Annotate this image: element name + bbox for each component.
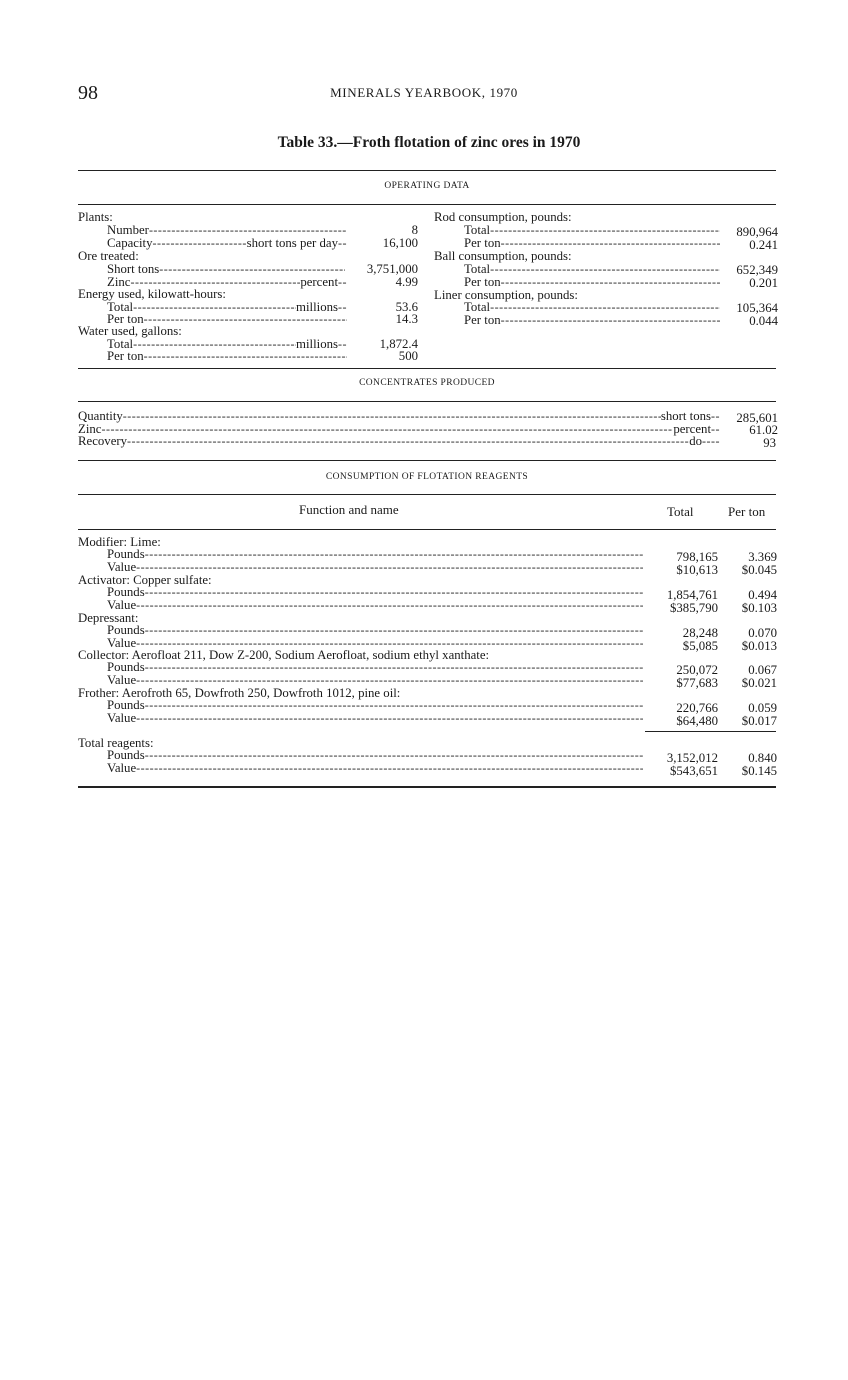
row-unit: short tons	[660, 409, 711, 423]
leader-dots	[145, 624, 643, 637]
section-heading-concentrates: CONCENTRATES PRODUCED	[359, 378, 495, 388]
row-unit: millions	[296, 300, 338, 314]
row-label: Pounds	[107, 660, 145, 674]
per-ton-cell: $0.013	[741, 639, 777, 653]
row-label: Value	[107, 598, 137, 612]
leader-dots	[152, 237, 246, 250]
value-cell: 0.044	[749, 314, 778, 328]
leader-dots	[501, 314, 720, 327]
column-header-function: Function and name	[299, 502, 399, 517]
row-label: Total	[464, 262, 491, 276]
section-heading-reagents: CONSUMPTION OF FLOTATION REAGENTS	[325, 472, 529, 482]
page-number: 98	[78, 82, 98, 104]
total-cell: $5,085	[682, 639, 718, 653]
row-capacity	[107, 237, 347, 250]
reagent-row	[107, 661, 643, 674]
row-label: Per ton	[464, 236, 501, 250]
row-label: Pounds	[107, 698, 145, 712]
reagent-group-name: Frother: Aerofroth 65, Dowfroth 250, Dowfroth 1012, pine oil:	[78, 686, 401, 700]
row-label: Zinc	[107, 275, 131, 289]
value-cell: 105,364	[736, 301, 778, 315]
value-cell: 0.241	[749, 238, 778, 252]
row-liner-total	[464, 301, 720, 314]
leader-dots	[490, 301, 720, 314]
value-cell: 3,751,000	[366, 262, 418, 276]
total-cell: 3,152,012	[666, 751, 718, 765]
section-heading-operating: OPERATING DATA	[384, 181, 470, 191]
leader-dots: --	[338, 337, 347, 351]
per-ton-cell: $0.045	[741, 563, 777, 577]
reagent-group-name: Activator: Copper sulfate:	[78, 573, 212, 587]
row-label: Recovery	[78, 434, 128, 448]
leader-dots	[145, 548, 643, 561]
energy-header: Energy used, kilowatt-hours:	[78, 287, 226, 301]
total-cell: 1,854,761	[666, 588, 718, 602]
leader-dots	[145, 749, 643, 762]
row-label: Number	[107, 223, 149, 237]
reagent-row	[107, 599, 643, 612]
row-label: Pounds	[107, 748, 145, 762]
total-cell: 250,072	[676, 663, 718, 677]
row-unit: percent	[673, 422, 711, 436]
total-cell: $10,613	[676, 563, 718, 577]
leader-dots: ----	[702, 434, 720, 448]
per-ton-cell: $0.021	[741, 676, 777, 690]
water-header: Water used, gallons:	[78, 324, 182, 338]
total-cell: $543,651	[670, 764, 718, 778]
value-cell: 1,872.4	[379, 337, 418, 351]
section-rule	[78, 494, 776, 495]
reagent-row	[107, 548, 643, 561]
reagent-group-name: Modifier: Lime:	[78, 535, 161, 549]
per-ton-cell: 3.369	[748, 550, 777, 564]
reagent-group-name: Total reagents:	[78, 736, 154, 750]
row-unit: millions	[296, 337, 338, 351]
row-label: Per ton	[107, 349, 144, 363]
row-label: Per ton	[464, 313, 501, 327]
running-head: MINERALS YEARBOOK, 1970	[330, 85, 518, 100]
per-ton-cell: $0.017	[741, 714, 777, 728]
section-rule	[78, 460, 776, 461]
value-cell: 61.02	[749, 423, 778, 437]
row-unit: do	[689, 434, 703, 448]
leader-dots	[490, 224, 720, 237]
value-cell: 14.3	[395, 312, 418, 326]
value-cell: 500	[398, 349, 418, 363]
value-cell: 16,100	[382, 236, 418, 250]
leader-dots: --	[711, 409, 720, 423]
section-rule	[78, 401, 776, 402]
row-label: Quantity	[78, 409, 123, 423]
row-label: Per ton	[464, 275, 501, 289]
row-label: Value	[107, 673, 137, 687]
row-liner-per-ton	[464, 314, 720, 327]
reagent-row	[107, 586, 643, 599]
leader-dots: --	[338, 275, 347, 289]
leader-dots	[136, 561, 643, 574]
row-label: Value	[107, 711, 137, 725]
leader-dots	[490, 263, 720, 276]
row-label: Total	[107, 337, 134, 351]
row-label: Total	[464, 223, 491, 237]
row-label: Short tons	[107, 262, 160, 276]
row-label: Value	[107, 636, 137, 650]
row-rod-total	[464, 224, 720, 237]
table-title: Table 33.—Froth flotation of zinc ores in 1970	[277, 134, 581, 151]
liner-header: Liner consumption, pounds:	[434, 288, 578, 302]
per-ton-cell: 0.067	[748, 663, 777, 677]
subtotal-rule	[645, 731, 776, 732]
reagent-group-name: Depressant:	[78, 611, 139, 625]
row-water-per-ton	[107, 350, 347, 363]
row-label: Total	[107, 300, 134, 314]
row-label: Pounds	[107, 547, 145, 561]
reagent-row	[107, 762, 643, 775]
reagent-row	[107, 749, 643, 762]
value-cell: 890,964	[736, 225, 778, 239]
bottom-rule	[78, 786, 776, 788]
per-ton-cell: $0.103	[741, 601, 777, 615]
leader-dots: --	[711, 422, 720, 436]
per-ton-cell: 0.070	[748, 626, 777, 640]
row-label: Pounds	[107, 585, 145, 599]
row-unit: percent	[300, 275, 338, 289]
row-label: Value	[107, 560, 137, 574]
value-cell: 652,349	[736, 263, 778, 277]
total-cell: $64,480	[676, 714, 718, 728]
value-cell: 285,601	[736, 411, 778, 425]
row-label: Value	[107, 761, 137, 775]
top-rule	[78, 170, 776, 171]
row-unit: short tons per day	[246, 236, 338, 250]
plants-header: Plants:	[78, 210, 113, 224]
total-cell: $77,683	[676, 676, 718, 690]
leader-dots: --	[338, 300, 347, 314]
value-cell: 53.6	[395, 300, 418, 314]
leader-dots	[136, 599, 643, 612]
leader-dots	[145, 586, 643, 599]
value-cell: 4.99	[395, 275, 418, 289]
reagent-row	[107, 712, 643, 725]
leader-dots: --	[338, 236, 347, 250]
total-cell: 798,165	[676, 550, 718, 564]
ball-header: Ball consumption, pounds:	[434, 249, 572, 263]
section-rule	[78, 368, 776, 369]
leader-dots	[123, 410, 661, 423]
total-cell: $385,790	[670, 601, 718, 615]
row-label: Pounds	[107, 623, 145, 637]
leader-dots	[145, 661, 643, 674]
row-recovery	[78, 435, 720, 448]
leader-dots	[144, 350, 347, 363]
leader-dots	[136, 762, 643, 775]
total-cell: 220,766	[676, 701, 718, 715]
row-label: Zinc	[78, 422, 102, 436]
value-cell: 93	[763, 436, 776, 450]
per-ton-cell: 0.059	[748, 701, 777, 715]
total-cell: 28,248	[682, 626, 718, 640]
leader-dots	[145, 699, 643, 712]
value-cell: 0.201	[749, 276, 778, 290]
row-quantity	[78, 410, 720, 423]
reagent-row	[107, 624, 643, 637]
ore-header: Ore treated:	[78, 249, 139, 263]
per-ton-cell: 0.840	[748, 751, 777, 765]
per-ton-cell: 0.494	[748, 588, 777, 602]
per-ton-cell: $0.145	[741, 764, 777, 778]
header-rule	[78, 529, 776, 530]
row-ball-total	[464, 263, 720, 276]
column-header-total: Total	[667, 504, 694, 519]
row-label: Total	[464, 300, 491, 314]
leader-dots	[127, 435, 689, 448]
row-label: Per ton	[107, 312, 144, 326]
value-cell: 8	[411, 223, 418, 237]
reagent-group-name: Collector: Aerofloat 211, Dow Z-200, Sodium Aerofloat, sodium ethyl xanthate:	[78, 648, 490, 662]
leader-dots	[136, 712, 643, 725]
section-rule	[78, 204, 776, 205]
reagent-row	[107, 699, 643, 712]
rod-header: Rod consumption, pounds:	[434, 210, 572, 224]
column-header-per-ton: Per ton	[728, 504, 766, 519]
row-label: Capacity	[107, 236, 153, 250]
